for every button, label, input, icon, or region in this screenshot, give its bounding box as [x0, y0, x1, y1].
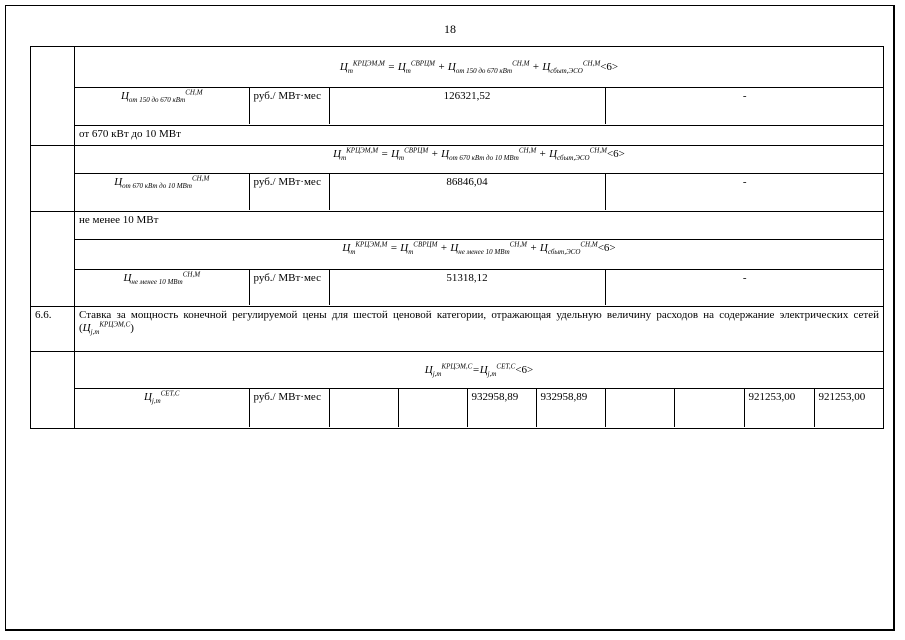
- row-number-cell: [31, 47, 75, 146]
- data-row-3: [75, 270, 884, 307]
- data-row-4: [75, 389, 884, 429]
- unit-cell: руб./ МВт·мес: [249, 389, 329, 427]
- empty-cell: [398, 389, 467, 427]
- table-row: [31, 389, 884, 429]
- empty-cell: [605, 389, 674, 427]
- page-number: 18: [444, 22, 456, 36]
- tariff-table: [30, 46, 884, 429]
- empty-cell: [674, 389, 744, 427]
- row-number-cell: [31, 212, 75, 307]
- value-cell: 932958,89: [536, 389, 605, 427]
- value-cell: 51318,12: [329, 270, 605, 305]
- formula-3: $Ц_m^{КРЦЭМ,М} = Ц_m^{СВРЦМ} + Ц_{не менее 10 МВт}^{СН,М} + Ц_{сбыт,ЭСО}^{СН,М}<6>$: [75, 240, 884, 270]
- table-row: [31, 47, 884, 88]
- section-6-6-description: Ставка за мощность конечной регулируемой цены для шестой ценовой категории, отражающая удельную величину расходов на содержание электрических сетей $(Ц_{j,m}^{КРЦЭМ,С})$: [75, 307, 884, 352]
- table-row: [31, 307, 884, 352]
- table-row: [31, 270, 884, 307]
- formula-2: $Ц_m^{КРЦЭМ,М} = Ц_m^{СВРЦМ} + Ц_{от 670 кВт до 10 МВт}^{СН,М} + Ц_{сбыт,ЭСО}^{СН,М}<6>$: [75, 146, 884, 174]
- value-cell: 921253,00: [744, 389, 814, 427]
- formula-1: $Ц_m^{КРЦЭМ,М} = Ц_m^{СВРЦМ} + Ц_{от 150 до 670 кВт}^{СН,М} + Ц_{сбыт,ЭСО}^{СН,М}<6>$: [75, 47, 884, 88]
- row-number-cell: [31, 352, 75, 429]
- unit-cell: руб./ МВт·мес: [249, 174, 329, 210]
- subheader-670kw-10mw: от 670 кВт до 10 МВт: [75, 126, 884, 146]
- table-row: [31, 126, 884, 146]
- subheader-10mw: не менее 10 МВт: [75, 212, 884, 240]
- dash-cell: -: [605, 270, 884, 305]
- value-cell: 932958,89: [467, 389, 536, 427]
- table-row: [31, 240, 884, 270]
- row-number-6-6: 6.6.: [31, 307, 75, 352]
- symbol-cell: $Ц_{от 670 кВт до 10 МВт}^{СН,М}$: [114, 174, 210, 191]
- unit-cell: руб./ МВт·мес: [249, 270, 329, 305]
- unit-cell: руб./ МВт·мес: [249, 88, 329, 124]
- data-row-1: [75, 88, 884, 126]
- value-cell: 126321,52: [329, 88, 605, 124]
- table-row: [31, 212, 884, 240]
- symbol-cell: $Ц_{от 150 до 670 кВт}^{СН,М}$: [120, 88, 203, 105]
- table-row: [31, 352, 884, 389]
- formula-4: $Ц_{j,m}^{КРЦЭМ,С}=Ц_{j,m}^{СЕТ,С}<6>$: [75, 352, 884, 389]
- table-row: [31, 88, 884, 126]
- dash-cell: -: [605, 174, 884, 210]
- table-row: [31, 146, 884, 174]
- data-row-2: [75, 174, 884, 212]
- value-cell: 86846,04: [329, 174, 605, 210]
- table-row: [31, 174, 884, 212]
- symbol-cell: $Ц_{не менее 10 МВт}^{СН,М}$: [123, 270, 201, 287]
- symbol-cell: $Ц_{j,m}^{СЕТ,С}$: [143, 389, 180, 406]
- value-cell: 921253,00: [814, 389, 884, 427]
- empty-cell: [329, 389, 398, 427]
- dash-cell: -: [605, 88, 884, 124]
- row-number-cell: [31, 146, 75, 212]
